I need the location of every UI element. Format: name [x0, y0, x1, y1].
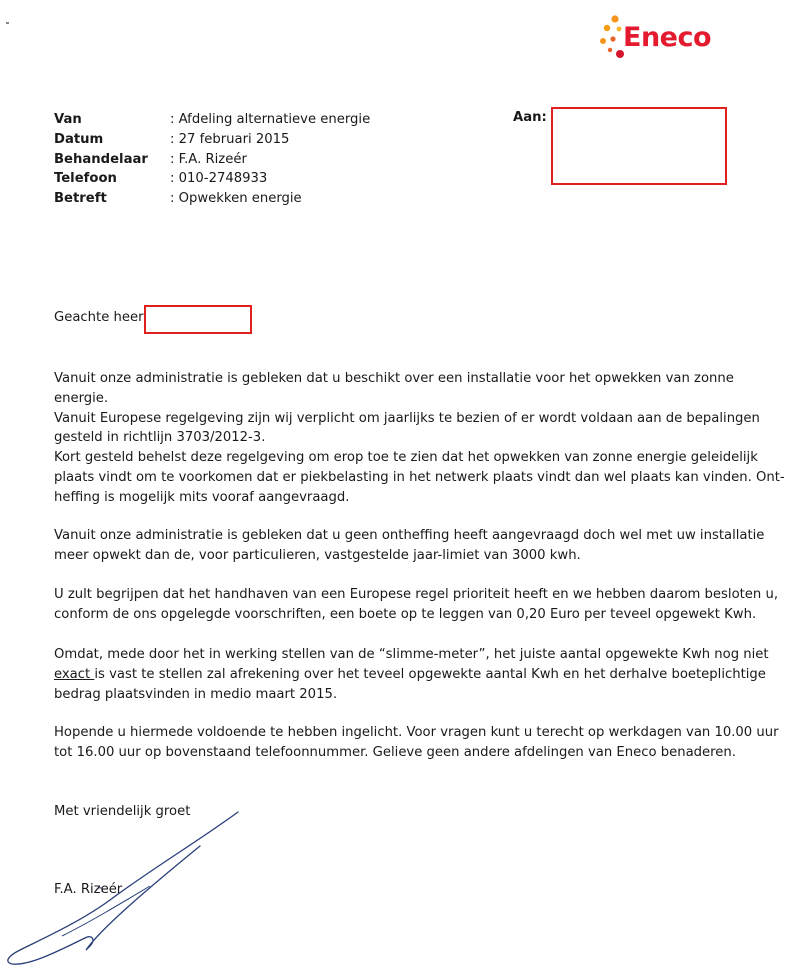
header-row-datum: [54, 130, 370, 150]
header-value: : 27 februari 2015: [170, 131, 290, 147]
closing-greeting: Met vriendelijk groet: [54, 804, 191, 819]
header-label: Behandelaar: [54, 151, 148, 167]
paragraph-3: [54, 526, 792, 566]
header-row-van: [54, 110, 370, 130]
header-value: : Opwekken energie: [170, 191, 302, 207]
text-line: bedrag plaatsvinden in medio maart 2015.: [54, 686, 338, 702]
paragraph-2: [54, 448, 792, 507]
eneco-logo-mark-icon: [596, 12, 626, 64]
redacted-recipient-address: [551, 107, 727, 185]
signer-name: F.A. Rizeér: [54, 882, 123, 897]
header-label: Van: [54, 112, 82, 127]
text-line: plaats vindt om te voorkomen dat er piekbelasting in het netwerk plaats vindt dan wel plaats kan vinden. Ont-: [54, 469, 785, 485]
text-line: Vanuit onze administratie is gebleken dat u beschikt over een installatie voor het opwekken van zonne energie.: [54, 371, 734, 406]
text-line: gesteld in richtlijn 3703/2012-3.: [54, 430, 266, 446]
text-line: Omdat, mede door het in werking stellen van de “slimme-meter”, het juiste aantal opgewekte Kwh nog niet: [54, 647, 769, 662]
header-value: : Afdeling alternatieve energie: [170, 112, 371, 127]
redacted-recipient-name: [144, 305, 252, 334]
scan-speck: [6, 22, 9, 24]
recipient-label: Aan:: [513, 110, 547, 125]
paragraph-4: [54, 585, 792, 625]
text-line: U zult begrijpen dat het handhaven van een Europese regel prioriteit heeft en we hebben daarom besloten u,: [54, 587, 779, 602]
header-label: Betreft: [54, 191, 107, 207]
header-row-behandelaar: [54, 150, 370, 170]
text-line: Vanuit onze administratie is gebleken dat u geen ontheffing heeft aangevraagd doch wel met uw installatie: [54, 528, 765, 543]
header-value: : 010-2748933: [170, 171, 268, 187]
header-label: Telefoon: [54, 171, 117, 187]
paragraph-1: [54, 369, 792, 448]
underlined-word: exact: [54, 666, 95, 682]
header-row-telefoon: [54, 169, 370, 189]
salutation: Geachte heer: [54, 310, 144, 325]
text-span: is vast te stellen zal afrekening over het teveel opgewekte aantal Kwh en het derhalve boeteplichtige: [94, 666, 766, 682]
text-line: Kort gesteld behelst deze regelgeving om erop toe te zien dat het opwekken van zonne energie geleidelijk: [54, 450, 758, 465]
paragraph-5: [54, 645, 792, 704]
text-line: meer opwekt dan de, voor particulieren, vastgestelde jaar-limiet van 3000 kwh.: [54, 547, 581, 563]
text-line: [54, 665, 792, 685]
paragraph-6: [54, 723, 792, 763]
handwritten-signature: [0, 800, 260, 971]
eneco-logo-text: Eneco: [623, 22, 712, 53]
text-line: tot 16.00 uur op bovenstaand telefoonnummer. Gelieve geen andere afdelingen van Eneco benaderen.: [54, 744, 736, 760]
text-line: heffing is mogelijk mits vooraf aangevraagd.: [54, 489, 350, 505]
letter-header: [54, 110, 370, 209]
eneco-logo: [596, 12, 726, 64]
text-line: Vanuit Europese regelgeving zijn wij verplicht om jaarlijks te bezien of er wordt voldaan aan de bepalingen: [54, 410, 760, 426]
header-row-betreft: [54, 189, 370, 209]
header-value: : F.A. Rizeér: [170, 151, 247, 167]
text-line: conform de ons opgelegde voorschriften, een boete op te leggen van 0,20 Euro per teveel opgewekt Kwh.: [54, 606, 757, 622]
header-label: Datum: [54, 131, 104, 147]
text-line: Hopende u hiermede voldoende te hebben ingelicht. Voor vragen kunt u terecht op werkdagen van 10.00 uur: [54, 725, 779, 740]
